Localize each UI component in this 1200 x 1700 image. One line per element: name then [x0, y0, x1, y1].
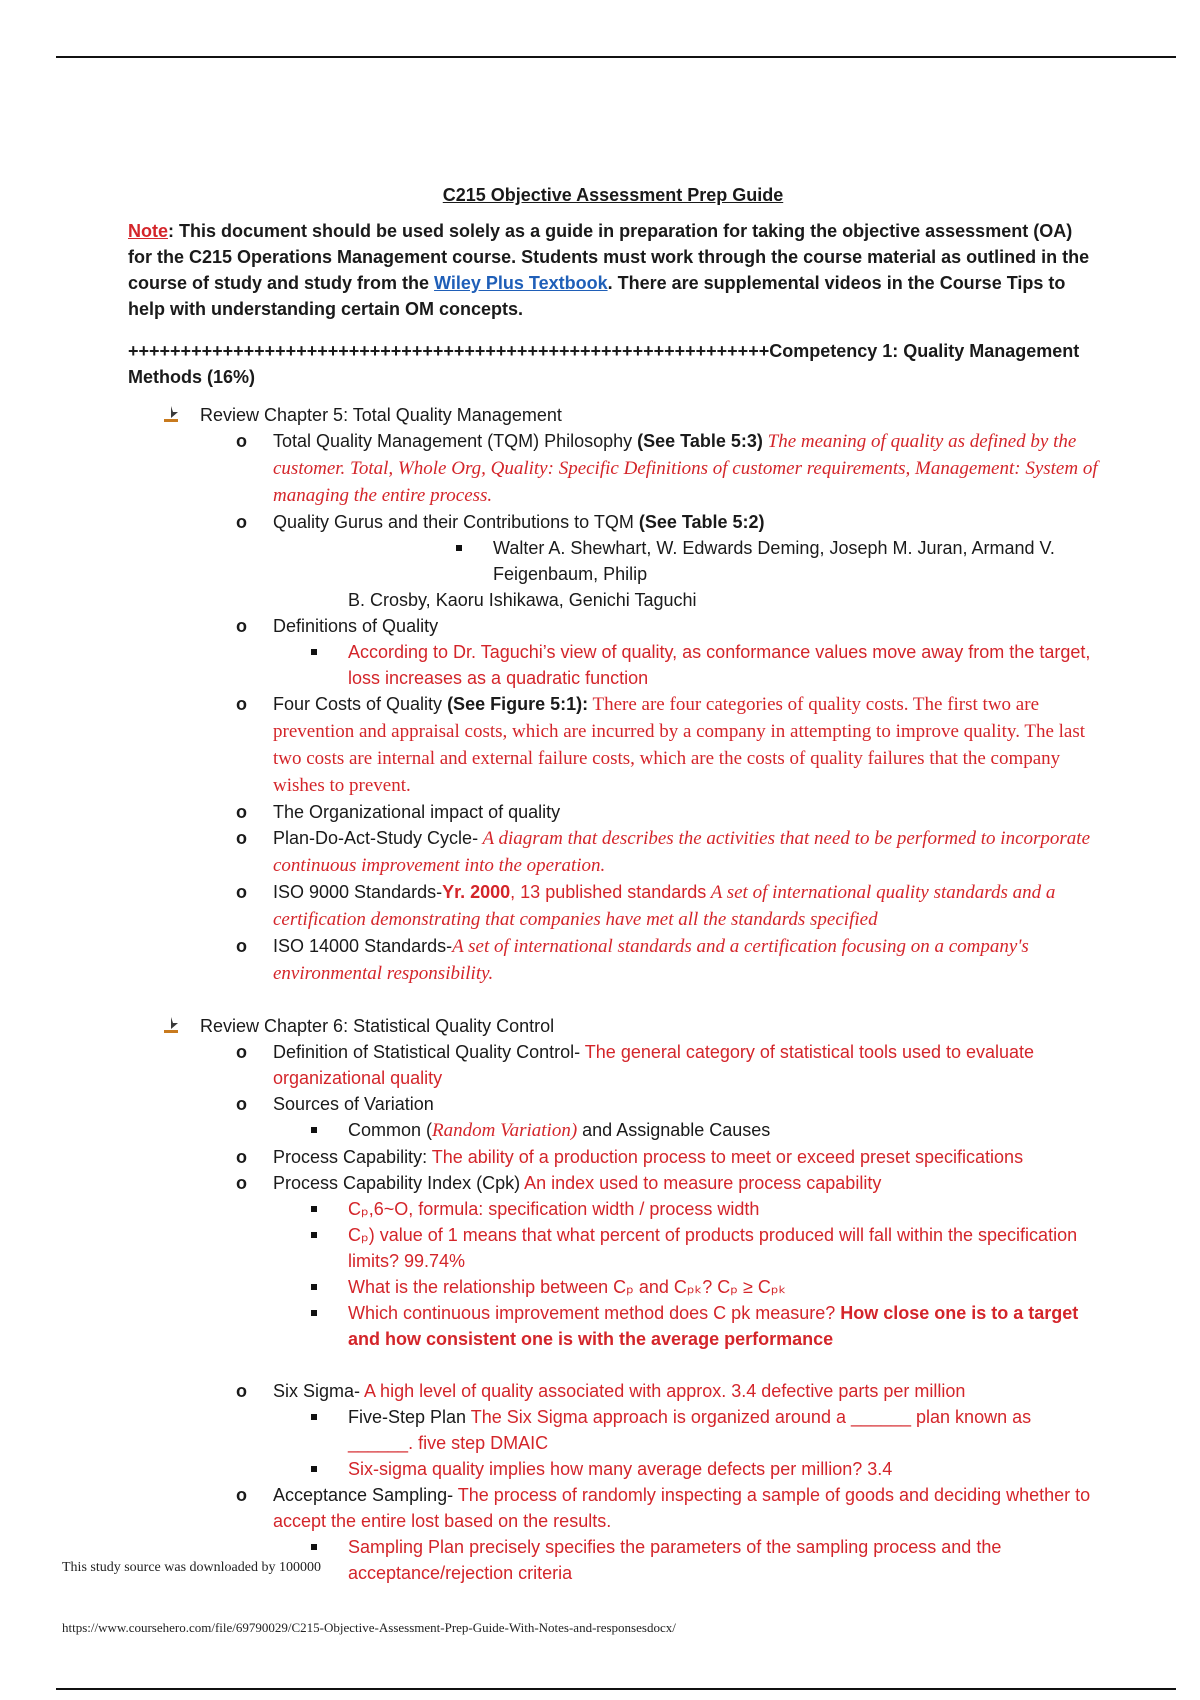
- list-item: Which continuous improvement method does C pk measure? How close one is to a target and how consistent one is with the average performance: [128, 1300, 1098, 1352]
- list-item: o Process Capability: The ability of a production process to meet or exceed preset specifications: [236, 1147, 1024, 1167]
- list-item: Cₚ) value of 1 means that what percent of products produced will fall within the specification limits? 99.74%: [128, 1222, 1098, 1274]
- list-item: o Total Quality Management (TQM) Philosophy (See Table 5:3) The meaning of quality as defined by the customer. Total, Whole Org, Quality: Specific Definitions of customer requirements, Management: System of managing the entire process.: [236, 431, 1098, 506]
- list-item: o ISO 9000 Standards-Yr. 2000, 13 published standards A set of international quality standards and a certification demonstrating that companies have met all the standards specified: [236, 882, 1056, 930]
- bottom-rule: [56, 1688, 1176, 1690]
- list-item: Sampling Plan precisely specifies the parameters of the sampling process and the acceptance/rejection criteria: [128, 1534, 1098, 1586]
- list-item: o Quality Gurus and their Contributions to TQM (See Table 5:2) Walter A. Shewhart, W. Edwards Deming, Joseph M. Juran, Armand V. Feigenbaum, Philip B. Crosby, Kaoru Ishikawa, Genichi Taguchi: [128, 509, 1098, 613]
- list-item: o Four Costs of Quality (See Figure 5:1): There are four categories of quality costs. The first two are prevention and appraisal costs, which are incurred by a company in attempting to improve quality. The last two costs are internal and external failure costs, which are the costs of quality failures that the company wishes to prevent.: [236, 694, 1086, 796]
- document-body: [128, 182, 1098, 1586]
- note-label: Note: [128, 221, 168, 241]
- note-text-1: : This document should be used solely as a guide in preparation for taking the objective assessment (OA) for the C215 Operations Management course. Students must work through the course material as outlined in the course of study and study from the: [128, 221, 1090, 293]
- list-item: o Six Sigma- A high level of quality associated with approx. 3.4 defective parts per million Five-Step Plan The Six Sigma approach is organized around a ______ plan known as ______. five step DMAIC Six-sigma quality implies how many average defects per million? 3.4: [128, 1378, 1098, 1482]
- list-item: o Definitions of Quality According to Dr. Taguchi’s view of quality, as conformance values move away from the target, loss increases as a quadratic function: [128, 613, 1098, 691]
- list-item: o Sources of Variation Common (Random Variation) and Assignable Causes: [128, 1091, 1098, 1144]
- list-item: o Process Capability Index (Cpk) An index used to measure process capability Cₚ,6~O, formula: specification width / process width Cₚ) value of 1 means that what percent of products produced will fall within the specification limits? 99.74% What is the relationship between Cₚ and Cₚₖ? Cₚ ≥ Cₚₖ Which continuous improvement method does C pk measure? How close one is to a target and how consistent one is with the average performance: [128, 1170, 1098, 1352]
- top-rule: [56, 56, 1176, 58]
- arrow-bullet-icon: [164, 1017, 178, 1033]
- source-url[interactable]: https://www.coursehero.com/file/69790029/C215-Objective-Assessment-Prep-Guide-With-Notes-and-responsesdocx/: [62, 1620, 676, 1635]
- list-item: o Plan-Do-Act-Study Cycle- A diagram that describes the activities that need to be performed to incorporate continuous improvement into the operation.: [236, 828, 1091, 876]
- competency-heading: +++++++++++++++++++++++++++++++++++++++++++++++++++++++++++++Competency 1: Quality Management Methods (16%): [128, 341, 1080, 387]
- list-item: o Acceptance Sampling- The process of randomly inspecting a sample of goods and deciding whether to accept the entire lost based on the results. Sampling Plan precisely specifies the parameters of the sampling process and the acceptance/rejection criteria: [128, 1482, 1098, 1586]
- download-source-text: This study source was downloaded by 100000: [62, 1560, 321, 1575]
- list-item: What is the relationship between Cₚ and Cₚₖ? Cₚ ≥ Cₚₖ: [128, 1274, 1098, 1300]
- chapter-5-list: [128, 428, 1098, 987]
- chapter-6-list: [128, 1039, 1098, 1586]
- note-text-2: . There are supplemental videos in the Course Tips to help with understanding certain OM concepts.: [128, 273, 1066, 319]
- list-item: According to Dr. Taguchi’s view of quality, as conformance values move away from the target, loss increases as a quadratic function: [128, 639, 1098, 691]
- chapter-6-heading: Review Chapter 6: Statistical Quality Control: [128, 1013, 1098, 1039]
- chapter-5-heading: Review Chapter 5: Total Quality Management: [128, 402, 1098, 428]
- list-item: Cₚ,6~O, formula: specification width / process width: [128, 1196, 1098, 1222]
- list-item: o The Organizational impact of quality: [236, 802, 561, 822]
- note-paragraph: [128, 218, 1098, 322]
- document-title: C215 Objective Assessment Prep Guide: [442, 185, 784, 205]
- arrow-bullet-icon: [164, 406, 178, 422]
- wiley-plus-link[interactable]: Wiley Plus Textbook: [434, 273, 608, 293]
- list-item: Six-sigma quality implies how many average defects per million? 3.4: [128, 1456, 1098, 1482]
- list-item: Walter A. Shewhart, W. Edwards Deming, Joseph M. Juran, Armand V. Feigenbaum, Philip: [273, 535, 1098, 587]
- list-item: Common (Random Variation) and Assignable Causes: [128, 1117, 1098, 1144]
- list-item: o ISO 14000 Standards-A set of international standards and a certification focusing on a company's environmental responsibility.: [236, 936, 1029, 984]
- list-item: Five-Step Plan The Six Sigma approach is organized around a ______ plan known as ______. five step DMAIC: [128, 1404, 1098, 1456]
- list-item: o Definition of Statistical Quality Control- The general category of statistical tools used to evaluate organizational quality: [236, 1042, 1035, 1088]
